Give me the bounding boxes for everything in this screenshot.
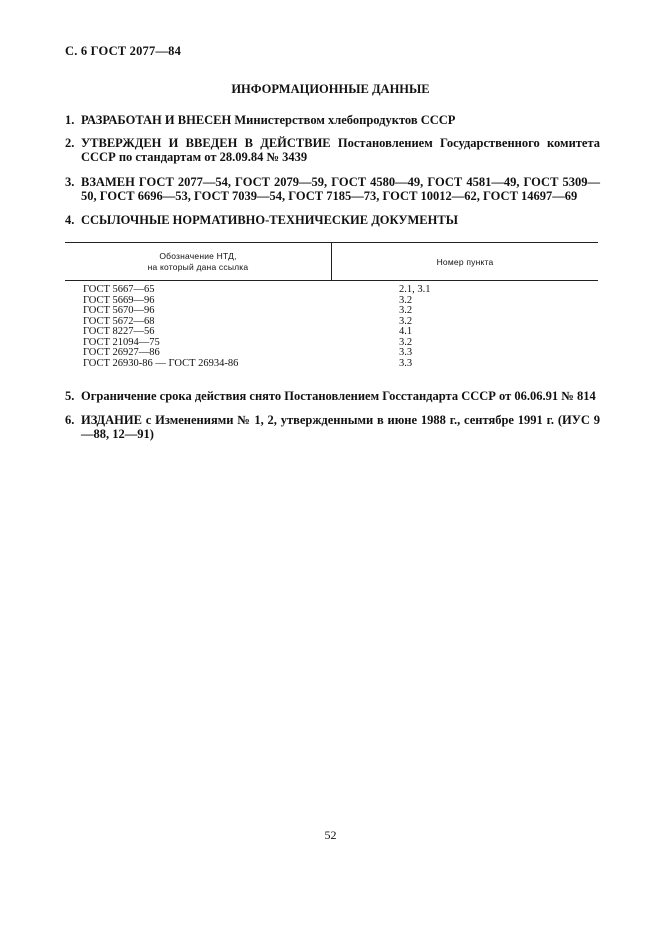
reference-cell: ГОСТ 26930-86 — ГОСТ 26934-86: [83, 357, 239, 369]
point-cell: 2.1, 3.1: [399, 284, 431, 295]
item-number: 6.: [65, 413, 75, 427]
item-lead: РАЗРАБОТАН И ВНЕСЕН: [81, 113, 232, 127]
references-table: [65, 242, 598, 369]
table-row: [65, 327, 598, 338]
point-cell: 3.2: [399, 305, 413, 316]
item-number: 2.: [65, 136, 75, 150]
table-row: [65, 306, 598, 317]
item-lead: ИЗДАНИЕ: [81, 413, 142, 427]
item-text: Ограничение срока действия снято Постановлением Госстандарта СССР от 06.06.91 № 814: [81, 389, 596, 403]
reference-cell: ГОСТ 5667—65: [83, 284, 155, 295]
point-cell: 4.1: [399, 326, 413, 337]
item-text: с Изменениями № 1, 2, утвержденными в июне 1988 г., сентябре 1991 г. (ИУС 9—88, 12—91): [81, 413, 600, 441]
point-cell: 3.2: [399, 315, 413, 327]
reference-cell: ГОСТ 26927—86: [83, 347, 160, 358]
item-lead: ВЗАМЕН ГОСТ 2077—54, ГОСТ 2079—59, ГОСТ 4580—49, ГОСТ 4581—49, ГОСТ 5309—50, ГОСТ 6696—53, ГОСТ 7039—54, ГОСТ 7185—73, ГОСТ 10012—62, ГОСТ 14697—69: [81, 175, 600, 203]
column-header-point: Номер пункта: [436, 256, 494, 267]
point-cell: 3.3: [399, 357, 413, 369]
reference-cell: ГОСТ 5670—96: [83, 305, 155, 316]
reference-cell: ГОСТ 8227—56: [83, 326, 155, 337]
info-item-2: [65, 136, 600, 164]
item-number: 1.: [65, 113, 75, 127]
section-title: ИНФОРМАЦИОННЫЕ ДАННЫЕ: [231, 82, 430, 96]
table-row: [65, 359, 598, 370]
table-row: [65, 348, 598, 359]
item-text: Министерством хлебопродуктов СССР: [231, 113, 456, 127]
table-row: [65, 285, 598, 296]
item-number: 3.: [65, 175, 75, 189]
info-item-6: [65, 413, 600, 441]
item-number: 4.: [65, 213, 75, 227]
item-lead: ССЫЛОЧНЫЕ НОРМАТИВНО-ТЕХНИЧЕСКИЕ ДОКУМЕНТЫ: [81, 213, 458, 227]
info-item-5: [65, 389, 600, 403]
column-header-line: на который дана ссылка: [147, 261, 249, 272]
point-cell: 3.2: [399, 294, 413, 306]
info-item-4: [65, 213, 600, 227]
info-item-3: [65, 175, 600, 203]
reference-cell: ГОСТ 21094—75: [83, 336, 160, 348]
item-lead: УТВЕРЖДЕН И ВВЕДЕН В ДЕЙСТВИЕ: [81, 136, 331, 150]
point-cell: 3.2: [399, 336, 413, 348]
page-number: 52: [324, 828, 337, 842]
table-body: [65, 281, 598, 369]
reference-cell: ГОСТ 5669—96: [83, 294, 155, 306]
column-header-document: [65, 243, 332, 280]
point-cell: 3.3: [399, 347, 413, 358]
item-text: Постановлением Государственного комитета СССР по стандартам от 28.09.84 № 3439: [81, 136, 600, 164]
column-header-line: Обозначение НТД,: [159, 250, 237, 261]
reference-cell: ГОСТ 5672—68: [83, 315, 155, 327]
page-header: С. 6 ГОСТ 2077—84: [65, 44, 182, 58]
item-number: 5.: [65, 389, 75, 403]
table-header: [65, 243, 598, 281]
info-item-1: [65, 113, 600, 127]
